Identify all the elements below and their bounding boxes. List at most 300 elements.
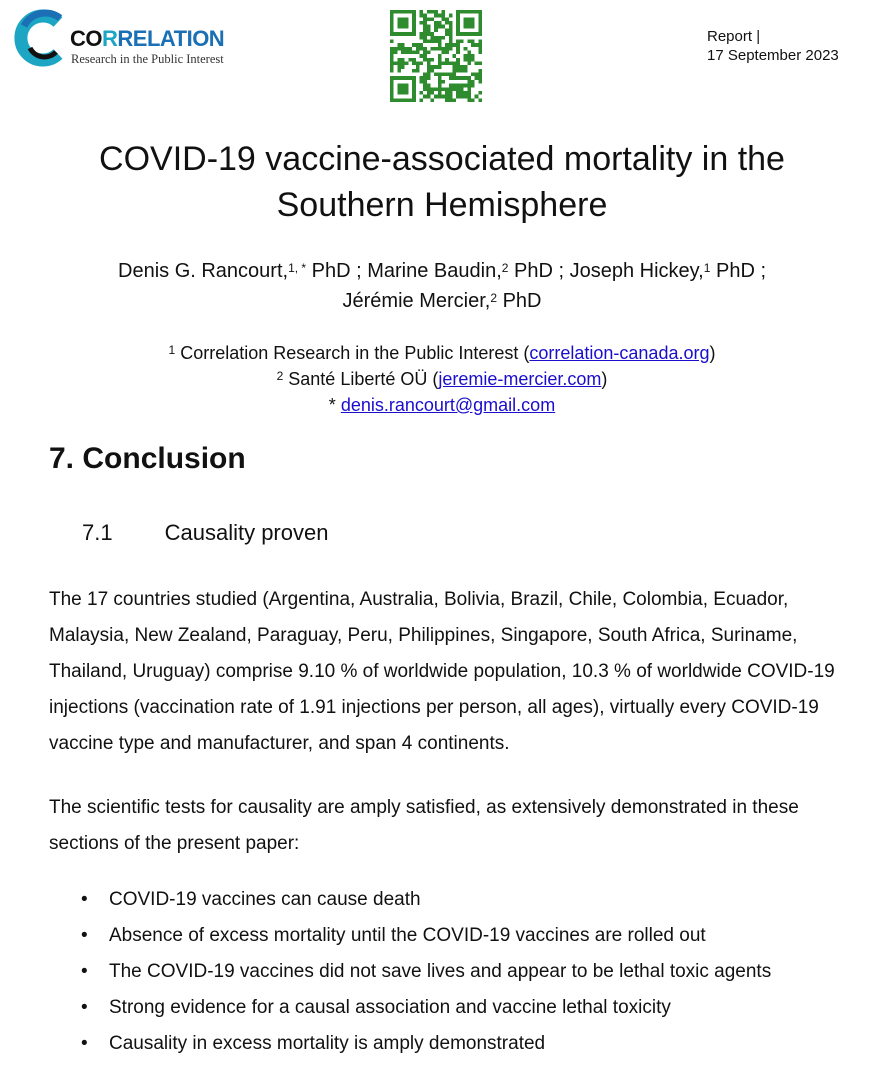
qr-module	[434, 95, 438, 99]
qr-module	[464, 76, 468, 80]
author-list	[0, 256, 884, 316]
qr-module	[456, 62, 460, 66]
qr-module	[423, 84, 427, 88]
qr-module	[464, 47, 468, 51]
email-link[interactable]: denis.rancourt@gmail.com	[340, 395, 556, 415]
logo-word-part: R	[102, 26, 118, 51]
qr-module	[449, 47, 453, 51]
qr-module	[401, 58, 405, 62]
qr-module	[438, 76, 442, 80]
qr-module	[430, 39, 434, 43]
qr-module	[427, 58, 431, 62]
section-heading	[49, 442, 246, 476]
affiliation-sup: 2	[276, 369, 284, 383]
qr-module	[397, 69, 401, 73]
qr-module	[460, 84, 464, 88]
qr-module	[430, 69, 434, 73]
qr-module	[397, 43, 401, 47]
qr-module	[449, 21, 453, 25]
qr-module	[419, 14, 423, 18]
qr-module	[434, 73, 438, 77]
author-name: Denis G. Rancourt,	[118, 260, 289, 282]
qr-module	[453, 69, 457, 73]
qr-module	[427, 95, 431, 99]
qr-module	[442, 62, 446, 66]
qr-module	[471, 73, 475, 77]
qr-module	[401, 62, 405, 66]
qr-module	[427, 39, 431, 43]
qr-module	[442, 10, 446, 14]
qr-module	[478, 80, 482, 84]
affiliation-link[interactable]: jeremie-mercier.com	[438, 369, 602, 389]
affiliation-link[interactable]: correlation-canada.org	[529, 343, 710, 363]
list-item-text: Strong evidence for a causal association and vaccine lethal toxicity	[109, 997, 671, 1018]
qr-module	[427, 50, 431, 54]
qr-module	[434, 25, 438, 29]
qr-module	[438, 43, 442, 47]
qr-module	[430, 47, 434, 51]
qr-module	[478, 62, 482, 66]
qr-module	[438, 21, 442, 25]
qr-module	[449, 43, 453, 47]
qr-module	[408, 50, 412, 54]
qr-module	[427, 87, 431, 91]
qr-module	[423, 87, 427, 91]
qr-module	[445, 58, 449, 62]
qr-module	[464, 65, 468, 69]
qr-module	[460, 87, 464, 91]
qr-module	[445, 62, 449, 66]
qr-module	[453, 62, 457, 66]
qr-module	[419, 80, 423, 84]
qr-module	[427, 69, 431, 73]
qr-module	[449, 98, 453, 102]
qr-module	[460, 69, 464, 73]
author-degree: PhD ;	[306, 260, 368, 282]
qr-module	[434, 39, 438, 43]
qr-module	[449, 39, 453, 43]
qr-module	[430, 32, 434, 36]
qr-module	[478, 91, 482, 95]
qr-module	[397, 65, 401, 69]
qr-module	[423, 58, 427, 62]
qr-module	[394, 47, 398, 51]
qr-module	[423, 17, 427, 21]
list-item-text: Absence of excess mortality until the COVID-19 vaccines are rolled out	[109, 925, 706, 946]
qr-module	[390, 62, 394, 66]
qr-module	[456, 65, 460, 69]
qr-module	[442, 17, 446, 21]
qr-module	[471, 39, 475, 43]
qr-module	[471, 84, 475, 88]
report-date: 17 September 2023	[707, 47, 839, 64]
qr-module	[438, 73, 442, 77]
qr-module	[478, 69, 482, 73]
qr-module	[390, 65, 394, 69]
qr-module	[442, 50, 446, 54]
qr-module	[423, 21, 427, 25]
page-title	[0, 136, 884, 228]
qr-module	[449, 25, 453, 29]
qr-module	[471, 58, 475, 62]
qr-module	[471, 43, 475, 47]
qr-module	[419, 32, 423, 36]
list-item	[49, 1026, 771, 1062]
qr-module	[430, 91, 434, 95]
qr-module	[423, 14, 427, 18]
qr-module	[442, 87, 446, 91]
report-header	[707, 27, 839, 65]
affiliation-text: )	[709, 343, 716, 363]
qr-module	[390, 69, 394, 73]
qr-module	[423, 25, 427, 29]
qr-module	[430, 36, 434, 40]
qr-module	[405, 50, 409, 54]
qr-module	[390, 39, 394, 43]
qr-module	[419, 47, 423, 51]
qr-module	[467, 91, 471, 95]
qr-module	[434, 36, 438, 40]
qr-module	[445, 50, 449, 54]
qr-module	[442, 80, 446, 84]
author-degree: PhD	[497, 290, 542, 312]
qr-module	[434, 87, 438, 91]
qr-module	[427, 17, 431, 21]
qr-module	[394, 62, 398, 66]
qr-module	[445, 43, 449, 47]
list-item	[49, 954, 771, 990]
qr-module	[419, 10, 423, 14]
qr-module	[449, 28, 453, 32]
qr-module	[453, 87, 457, 91]
qr-module	[423, 36, 427, 40]
qr-module	[453, 76, 457, 80]
qr-module	[467, 80, 471, 84]
qr-module	[442, 25, 446, 29]
qr-module	[430, 58, 434, 62]
qr-module	[471, 98, 475, 102]
qr-module	[416, 43, 420, 47]
qr-module	[412, 50, 416, 54]
qr-module	[456, 43, 460, 47]
qr-module	[427, 28, 431, 32]
qr-module	[456, 58, 460, 62]
qr-module	[427, 91, 431, 95]
affiliations	[0, 340, 884, 418]
qr-module	[464, 84, 468, 88]
qr-module	[423, 95, 427, 99]
title-line: COVID-19 vaccine-associated mortality in the	[99, 140, 785, 178]
qr-module	[467, 50, 471, 54]
qr-module	[390, 47, 394, 51]
qr-module	[456, 47, 460, 51]
qr-module	[405, 47, 409, 51]
qr-module	[478, 43, 482, 47]
qr-module	[475, 62, 479, 66]
qr-module	[430, 17, 434, 21]
qr-module	[401, 43, 405, 47]
qr-module	[438, 14, 442, 18]
qr-module	[390, 58, 394, 62]
qr-module	[419, 98, 423, 102]
qr-module	[412, 43, 416, 47]
list-item-text: The COVID-19 vaccines did not save lives and appear to be lethal toxic agents	[109, 961, 772, 982]
qr-module	[412, 58, 416, 62]
qr-module	[397, 62, 401, 66]
qr-module	[475, 76, 479, 80]
qr-module	[423, 50, 427, 54]
qr-module	[390, 54, 394, 58]
qr-module	[442, 14, 446, 18]
qr-module	[467, 84, 471, 88]
qr-module	[453, 98, 457, 102]
qr-module	[405, 62, 409, 66]
qr-module	[430, 87, 434, 91]
qr-module	[445, 73, 449, 77]
qr-module	[442, 36, 446, 40]
qr-module	[423, 39, 427, 43]
list-item	[49, 882, 771, 918]
qr-module	[449, 76, 453, 80]
qr-module	[456, 76, 460, 80]
qr-module	[438, 80, 442, 84]
qr-module	[456, 95, 460, 99]
qr-module	[445, 47, 449, 51]
qr-module	[442, 95, 446, 99]
qr-module	[467, 54, 471, 58]
title-line: Southern Hemisphere	[276, 186, 608, 224]
qr-module	[467, 87, 471, 91]
qr-module	[445, 91, 449, 95]
list-item-text: COVID-19 vaccines can cause death	[109, 889, 421, 910]
qr-module	[456, 91, 460, 95]
qr-module	[416, 50, 420, 54]
author-sup: 2	[490, 291, 498, 305]
qr-module	[423, 28, 427, 32]
affiliation-1	[0, 340, 884, 366]
section-title: Conclusion	[82, 442, 246, 475]
affiliation-text: Correlation Research in the Public Interest (	[175, 343, 530, 363]
qr-module	[438, 87, 442, 91]
qr-module	[419, 76, 423, 80]
qr-module	[464, 17, 475, 28]
qr-module	[423, 47, 427, 51]
qr-module	[471, 80, 475, 84]
qr-module	[456, 87, 460, 91]
qr-module	[419, 21, 423, 25]
qr-module	[449, 87, 453, 91]
qr-module	[427, 84, 431, 88]
qr-module	[438, 39, 442, 43]
qr-module	[478, 73, 482, 77]
author-sup: 2	[501, 261, 509, 275]
report-label: Report |	[707, 28, 761, 45]
author-sup: 1	[703, 261, 711, 275]
subsection-heading	[82, 520, 328, 546]
author-name: Joseph Hickey,	[569, 260, 704, 282]
qr-module	[427, 10, 431, 14]
qr-module	[438, 58, 442, 62]
section-number: 7.	[49, 442, 75, 475]
subsection-title: Causality proven	[164, 520, 329, 545]
qr-module	[453, 43, 457, 47]
qr-module	[423, 32, 427, 36]
qr-module	[449, 95, 453, 99]
qr-module	[460, 39, 464, 43]
corresponding-email	[0, 392, 884, 418]
logo-word-part: CO	[70, 26, 102, 51]
bullet-icon: •	[81, 889, 88, 910]
qr-module	[475, 73, 479, 77]
qr-module	[401, 65, 405, 69]
qr-module	[445, 17, 449, 21]
qr-module	[475, 95, 479, 99]
qr-module	[467, 76, 471, 80]
qr-module	[423, 80, 427, 84]
qr-module	[416, 47, 420, 51]
affiliation-sup: 1	[168, 343, 176, 357]
qr-module	[419, 62, 423, 66]
qr-code[interactable]	[390, 10, 482, 102]
qr-module	[464, 58, 468, 62]
qr-module	[438, 84, 442, 88]
qr-module	[438, 95, 442, 99]
paragraph: The 17 countries studied (Argentina, Australia, Bolivia, Brazil, Chile, Colombia, Ecuador, Malaysia, New Zealand, Paraguay, Peru, Philippines, Singapore, South Africa, Suriname, Thailand, Uruguay) comprise 9.10 % of worldwide population, 10.3 % of worldwide COVID-19 injections (vaccination rate of 1.91 injections per person, all ages), virtually every COVID-19 vaccine type and manufacturer, and span 4 continents.	[49, 589, 835, 754]
qr-module	[438, 65, 442, 69]
qr-module	[453, 65, 457, 69]
qr-module	[464, 95, 468, 99]
qr-module	[427, 65, 431, 69]
qr-module	[423, 54, 427, 58]
qr-module	[419, 36, 423, 40]
qr-module	[467, 95, 471, 99]
qr-module	[434, 14, 438, 18]
qr-module	[397, 58, 401, 62]
affiliation-sup: *	[328, 395, 336, 415]
qr-module	[438, 91, 442, 95]
qr-module	[427, 76, 431, 80]
qr-module	[449, 14, 453, 18]
qr-module	[467, 39, 471, 43]
author-sup: 1, *	[288, 261, 307, 275]
qr-module	[408, 47, 412, 51]
qr-module	[401, 50, 405, 54]
qr-module	[416, 69, 420, 73]
qr-module	[434, 28, 438, 32]
qr-module	[390, 50, 394, 54]
qr-module	[453, 84, 457, 88]
qr-module	[475, 43, 479, 47]
bullet-icon: •	[81, 925, 88, 946]
list-item-text: Causality in excess mortality is amply demonstrated	[109, 1033, 546, 1054]
qr-module	[467, 62, 471, 66]
bullet-icon: •	[81, 961, 88, 982]
affiliation-text: Santé Liberté OÜ (	[283, 369, 439, 389]
qr-module	[394, 50, 398, 54]
qr-module	[471, 54, 475, 58]
qr-module	[434, 65, 438, 69]
qr-module	[438, 62, 442, 66]
qr-module	[419, 91, 423, 95]
paragraph: The scientific tests for causality are amply satisfied, as extensively demonstrated in these sections of the present paper:	[49, 797, 799, 854]
qr-module	[449, 62, 453, 66]
qr-module	[442, 73, 446, 77]
qr-module	[467, 58, 471, 62]
qr-module	[445, 28, 449, 32]
qr-module	[427, 62, 431, 66]
qr-module	[438, 54, 442, 58]
qr-module	[445, 32, 449, 36]
qr-module	[478, 47, 482, 51]
qr-module	[453, 54, 457, 58]
qr-module	[460, 95, 464, 99]
qr-module	[445, 98, 449, 102]
qr-module	[430, 10, 434, 14]
qr-module	[434, 10, 438, 14]
qr-module	[445, 87, 449, 91]
qr-module	[460, 65, 464, 69]
qr-module	[449, 91, 453, 95]
author-name: Marine Baudin,	[367, 260, 502, 282]
qr-module	[412, 62, 416, 66]
qr-module	[456, 50, 460, 54]
logo-wordmark	[70, 26, 224, 52]
qr-module	[423, 73, 427, 77]
qr-module	[478, 39, 482, 43]
qr-module	[430, 98, 434, 102]
author-degree: PhD ;	[508, 260, 570, 282]
qr-module	[456, 39, 460, 43]
qr-module	[449, 73, 453, 77]
qr-module	[401, 47, 405, 51]
qr-module	[445, 21, 449, 25]
bullet-icon: •	[81, 997, 88, 1018]
qr-module	[456, 69, 460, 73]
author-name: Jérémie Mercier,	[342, 290, 491, 312]
qr-module	[419, 43, 423, 47]
list-item	[49, 990, 771, 1026]
bullet-list	[49, 882, 771, 1062]
qr-module	[478, 76, 482, 80]
qr-module	[478, 50, 482, 54]
qr-module	[423, 76, 427, 80]
qr-module	[427, 32, 431, 36]
qr-module	[430, 65, 434, 69]
qr-module	[412, 69, 416, 73]
qr-module	[408, 58, 412, 62]
qr-module	[456, 84, 460, 88]
bullet-icon: •	[81, 1033, 88, 1054]
qr-module	[397, 84, 408, 95]
correlation-logo	[10, 8, 250, 68]
qr-module	[453, 73, 457, 77]
logo-word-part: RELATION	[117, 26, 225, 51]
qr-module	[438, 47, 442, 51]
qr-module	[442, 47, 446, 51]
affiliation-2	[0, 366, 884, 392]
qr-module	[416, 65, 420, 69]
qr-module	[397, 17, 408, 28]
affiliation-text: )	[601, 369, 608, 389]
qr-module	[449, 36, 453, 40]
qr-module	[438, 36, 442, 40]
qr-module	[460, 91, 464, 95]
author-degree: PhD ;	[710, 260, 766, 282]
qr-module	[464, 69, 468, 73]
qr-module	[464, 91, 468, 95]
qr-module	[478, 98, 482, 102]
qr-module	[427, 73, 431, 77]
